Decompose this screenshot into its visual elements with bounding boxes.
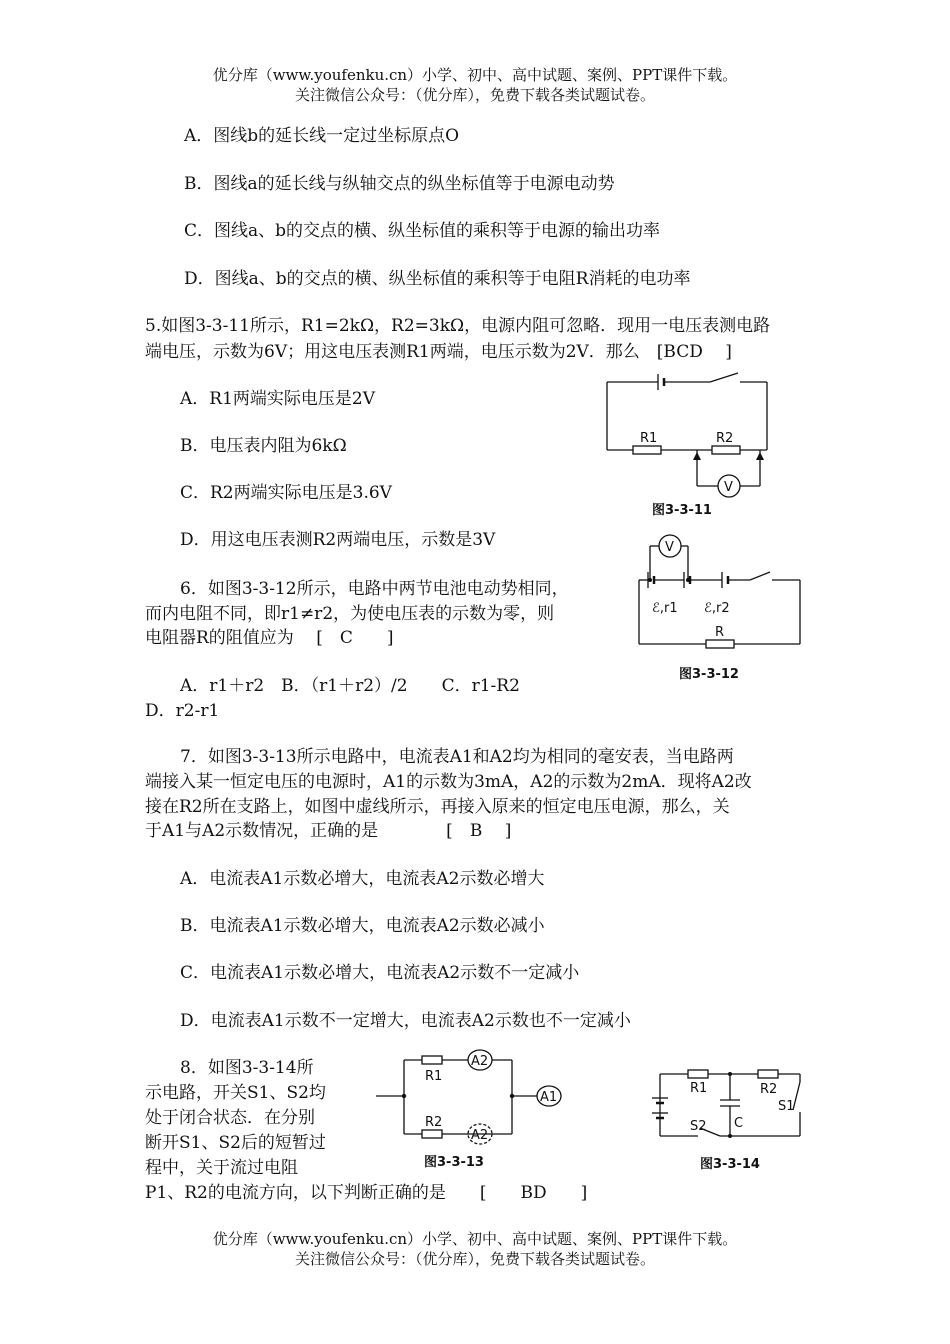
q7-option-c: C．电流表A1示数必增大，电流表A2示数不一定减小 bbox=[180, 963, 580, 983]
q7-option-a: A．电流表A1示数必增大，电流表A2示数必增大 bbox=[180, 869, 545, 889]
junction-dot bbox=[728, 1072, 732, 1076]
fig13-a1-label: A1 bbox=[540, 1090, 558, 1105]
junction-dot bbox=[402, 1094, 406, 1098]
q8-stem-line-5: 程中，关于流过电阻 bbox=[145, 1158, 298, 1178]
fig13-caption: 图3-3-13 bbox=[424, 1155, 484, 1170]
fig14-r2-label: R2 bbox=[760, 1082, 778, 1097]
fig13-r1-label: R1 bbox=[425, 1069, 443, 1084]
fig13-a2-label: A2 bbox=[471, 1054, 489, 1069]
fig12-resistor-label: R bbox=[715, 625, 725, 640]
fig13-a2-dashed-label: A2 bbox=[471, 1128, 489, 1143]
q6-stem-line-1: 6．如图3-3-12所示，电路中两节电池电动势相同， bbox=[180, 579, 569, 599]
q5-option-c: C．R2两端实际电压是3.6V bbox=[180, 483, 392, 503]
q4-option-c: C．图线a、b的交点的横、纵坐标值的乘积等于电源的输出功率 bbox=[184, 221, 661, 241]
q8-stem-line-1: 8．如图3-3-14所 bbox=[180, 1058, 314, 1078]
fig14-s2-label: S2 bbox=[690, 1119, 707, 1134]
figure-3-3-14 bbox=[650, 1060, 820, 1175]
q4-option-a: A．图线b的延长线一定过坐标原点O bbox=[184, 126, 460, 146]
q6-option-d: D．r2-r1 bbox=[145, 701, 220, 721]
q7-stem-line-1: 7．如图3-3-13所示电路中，电流表A1和A2均为相同的毫安表，当电路两 bbox=[180, 747, 734, 767]
header-line-2: 关注微信公众号：（优分库），免费下载各类试题试卷。 bbox=[294, 86, 655, 104]
junction-dot bbox=[510, 1094, 514, 1098]
q4-option-d: D．图线a、b的交点的横、纵坐标值的乘积等于电阻R消耗的电功率 bbox=[184, 269, 691, 289]
header-line-1: 优分库（www.youfenku.cn）小学、初中、高中试题、案例、PPT课件下载。 bbox=[212, 66, 738, 84]
fig11-r2-label: R2 bbox=[716, 431, 734, 446]
fig11-voltmeter-label: V bbox=[724, 480, 733, 495]
fig11-r1-label: R1 bbox=[640, 431, 658, 446]
junction-dot bbox=[648, 578, 652, 582]
q6-stem-line-3: 电阻器R的阻值应为 [ C ] bbox=[145, 628, 394, 648]
q7-option-b: B．电流表A1示数必增大，电流表A2示数必减小 bbox=[180, 916, 545, 936]
fig14-c-label: C bbox=[734, 1116, 744, 1131]
fig12-voltmeter-label: V bbox=[665, 540, 674, 555]
q8-stem-line-4: 断开S1、S2后的短暂过 bbox=[145, 1133, 326, 1153]
fig13-r2-label: R2 bbox=[425, 1115, 443, 1130]
q4-option-b: B．图线a的延长线与纵轴交点的纵坐标值等于电源电动势 bbox=[184, 174, 615, 194]
q7-stem-line-2: 端接入某一恒定电压的电源时，A1的示数为3mA，A2的示数为2mA．现将A2改 bbox=[145, 772, 752, 792]
junction-dot bbox=[728, 1134, 732, 1138]
fig14-caption: 图3-3-14 bbox=[700, 1157, 760, 1172]
probe-arrows-icon bbox=[693, 452, 764, 460]
q7-stem-line-4: 于A1与A2示数情况，正确的是 [ B ] bbox=[145, 821, 512, 841]
fig14-r1-label: R1 bbox=[690, 1081, 708, 1096]
fig14-s1-label: S1 bbox=[778, 1099, 795, 1114]
fig12-cell2-label: ℰ,r2 bbox=[704, 601, 730, 616]
q5-option-d: D．用这电压表测R2两端电压，示数是3V bbox=[180, 530, 496, 550]
q7-option-d: D．电流表A1示数不一定增大，电流表A2示数也不一定减小 bbox=[180, 1011, 631, 1031]
figure-3-3-12 bbox=[632, 532, 812, 682]
q5-option-a: A．R1两端实际电压是2V bbox=[180, 389, 375, 409]
fig12-caption: 图3-3-12 bbox=[679, 667, 739, 682]
q8-stem-line-6: P1、R2的电流方向，以下判断正确的是 [ BD ] bbox=[145, 1183, 588, 1203]
junction-dot bbox=[686, 578, 690, 582]
q8-stem-line-2: 示电路，开关S1、S2均 bbox=[145, 1083, 326, 1103]
fig12-cell1-label: ℰ,r1 bbox=[652, 601, 678, 616]
fig11-caption: 图3-3-11 bbox=[652, 503, 712, 518]
footer-line-2: 关注微信公众号：（优分库），免费下载各类试题试卷。 bbox=[294, 1250, 655, 1268]
q6-stem-line-2: 而内电阻不同，即r1≠r2，为使电压表的示数为零，则 bbox=[145, 604, 555, 624]
footer-line-1: 优分库（www.youfenku.cn）小学、初中、高中试题、案例、PPT课件下载。 bbox=[212, 1230, 738, 1248]
figure-3-3-13 bbox=[374, 1048, 574, 1173]
q6-options-line: A．r1＋r2 B．（r1＋r2）/2 C．r1-R2 bbox=[180, 676, 520, 696]
q5-stem-line-2: 端电压，示数为6V；用这电压表测R1两端，电压示数为2V．那么 [BCD ] bbox=[145, 342, 732, 362]
q8-stem-line-3: 处于闭合状态．在分别 bbox=[145, 1108, 315, 1128]
q7-stem-line-3: 接在R2所在支路上，如图中虚线所示，再接入原来的恒定电压电源，那么，关 bbox=[145, 797, 730, 817]
q5-option-b: B．电压表内阻为6kΩ bbox=[180, 436, 347, 456]
q5-stem-line-1: 5.如图3-3-11所示，R1=2kΩ，R2=3kΩ，电源内阻可忽略．现用一电压表测电路 bbox=[145, 316, 771, 336]
figure-3-3-11 bbox=[600, 370, 780, 520]
